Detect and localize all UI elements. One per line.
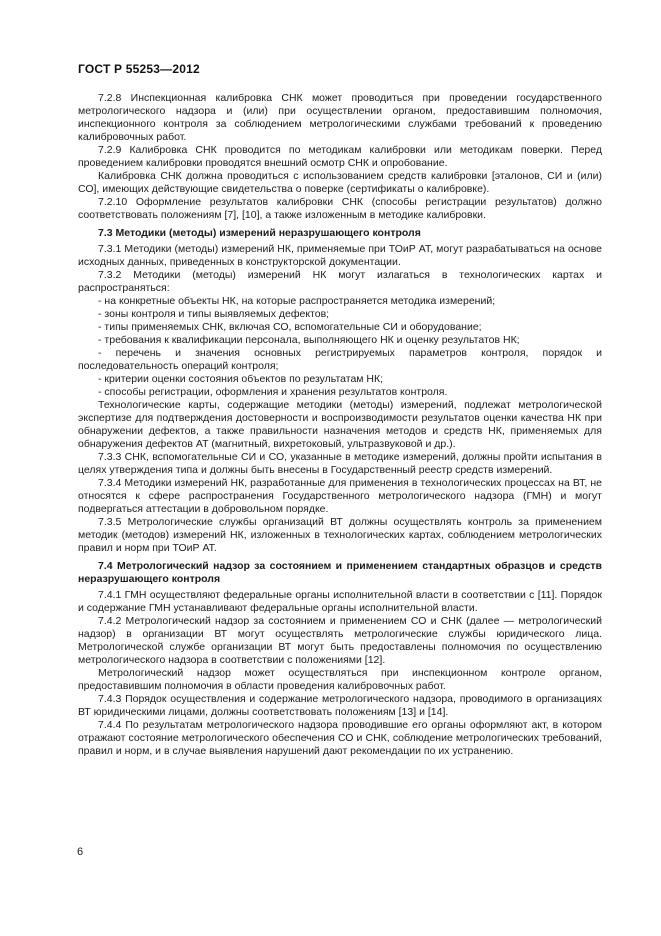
paragraph: 7.2.8 Инспекционная калибровка СНК может проводиться при проведении государственного метрологического надзора и (или) при осуществлении органом, предоставившим полномочия, инспекционного контроля за соблюдением метрологическими службами требований к проведению калибровочных работ. [78,92,602,143]
section-heading: 7.3 Методики (методы) измерений неразрушающего контроля [98,227,421,239]
list-item: - на конкретные объекты НК, на которые распространяется методика измерений; [98,295,496,307]
document-body [78,92,602,758]
paragraph: 7.3.4 Методики измерений НК, разработанные для применения в технологических процессах на ВТ, не относятся к сфере распространения Государственного метрологического надзора (ГМН) и могут подвергаться аттестации в добровольном порядке. [78,477,602,515]
list-item: - критерии оценки состояния объектов по результатам НК; [98,373,384,385]
list-item: - зоны контроля и типы выявляемых дефектов; [98,308,330,320]
paragraph: Калибровка СНК должна проводиться с использованием средств калибровки [эталонов, СИ и (или) СО], имеющих действующие свидетельства о поверке (сертификаты о калибровке). [78,170,602,195]
page-number: 6 [77,846,84,858]
paragraph: 7.2.9 Калибровка СНК проводится по методикам калибровки или методикам поверки. Перед проведением калибровки проводятся внешний осмотр СНК и опробование. [78,144,602,169]
paragraph: 7.3.5 Метрологические службы организаций ВТ должны осуществлять контроль за применением методик (методов) измерений НК, изложенных в технологических картах, соблюдением метрологических правил и норм при ТОиР АТ. [78,516,602,554]
paragraph: 7.4.2 Метрологический надзор за состоянием и применением СО и СНК (далее — метрологический надзор) в организации ВТ могут осуществлять метрологические службы юридического лица. Метрологической службе организации ВТ могут быть предоставлены полномочия по осуществлению метрологического надзора в соответствии с положениями [12]. [78,615,602,666]
paragraph: 7.2.10 Оформление результатов калибровки СНК (способы регистрации результатов) должно соответствовать положениям [7], [10], а также изложенным в методике калибровки. [78,196,602,221]
list-item: - способы регистрации, оформления и хранения результатов контроля. [98,386,448,398]
standard-designation-header: ГОСТ Р 55253—2012 [78,62,200,76]
list-item: - типы применяемых СНК, включая СО, вспомогательные СИ и оборудование; [98,321,482,333]
paragraph: 7.3.2 Методики (методы) измерений НК могут излагаться в технологических картах и распространяться: [78,269,602,294]
paragraph: 7.3.1 Методики (методы) измерений НК, применяемые при ТОиР АТ, могут разрабатываться на основе исходных данных, приведенных в конструкторской документации. [78,243,602,268]
paragraph: Технологические карты, содержащие методики (методы) измерений, подлежат метрологической экспертизе для подтверждения достоверности и воспроизводимости результатов оценки качества НК при обнаружении дефектов, а также правильности назначения методов и средств НК, применяемых для обнаружения дефектов АТ (магнитный, вихретоковый, ультразвуковой и др.). [78,399,602,450]
paragraph: 7.4.3 Порядок осуществления и содержание метрологического надзора, проводимого в организациях ВТ юридическими лицами, должны соответствовать положениям [13] и [14]. [78,693,602,718]
list-item: - перечень и значения основных регистрируемых параметров контроля, порядок и последовательность операций контроля; [78,347,602,372]
paragraph: 7.3.3 СНК, вспомогательные СИ и СО, указанные в методике измерений, должны пройти испытания в целях утверждения типа и должны быть внесены в Государственный реестр средств измерений. [78,451,602,476]
list-item: - требования к квалификации персонала, выполняющего НК и оценку результатов НК; [98,334,520,346]
paragraph: Метрологический надзор может осуществляться при инспекционном контроле органом, предоставившим полномочия в области проведения калибровочных работ. [78,667,602,692]
section-heading: 7.4 Метрологический надзор за состоянием и применением стандартных образцов и средств неразрушающего контроля [78,560,602,585]
paragraph: 7.4.1 ГМН осуществляют федеральные органы исполнительной власти в соответствии с [11]. Порядок и содержание ГМН устанавливают федеральные органы исполнительной власти. [78,589,602,614]
paragraph: 7.4.4 По результатам метрологического надзора проводившие его органы оформляют акт, в котором отражают состояние метрологического обеспечения СО и СНК, соблюдение метрологических требований, правил и норм, и в случае выявления нарушений дают рекомендации по их устранению. [78,719,602,757]
